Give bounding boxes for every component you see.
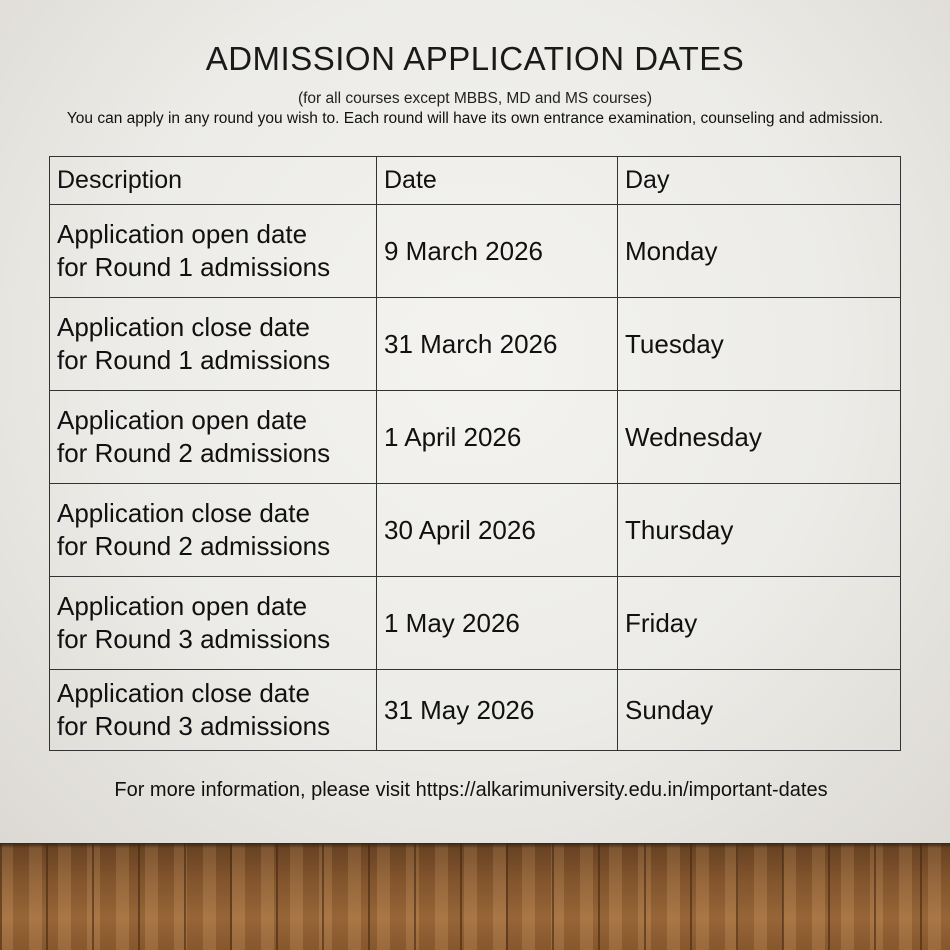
date-cell: 1 April 2026 [377,391,618,484]
floor-shadow-edge [0,843,950,848]
table-row [50,670,901,751]
description-line: Application close date [57,678,310,708]
table-row [50,298,901,391]
date-cell: 31 May 2026 [377,670,618,751]
day-cell: Friday [618,577,901,670]
day-cell: Wednesday [618,391,901,484]
description-line: Application open date [57,591,308,621]
date-cell: 9 March 2026 [377,205,618,298]
page-title: ADMISSION APPLICATION DATES [205,40,745,77]
description-line: for Round 3 admissions [57,711,331,741]
description-cell [50,298,377,391]
description-cell [50,484,377,577]
description-line: Application close date [57,498,310,528]
date-cell: 31 March 2026 [377,298,618,391]
admission-dates-table [49,156,901,751]
description-line: for Round 2 admissions [57,531,331,561]
description-line: for Round 1 admissions [57,252,331,282]
table-row [50,577,901,670]
description-cell [50,391,377,484]
day-cell: Sunday [618,670,901,751]
more-info-text: For more information, please visit https://alkarimuniversity.edu.in/important-dates [114,779,828,801]
description-line: for Round 2 admissions [57,438,331,468]
wood-floor-decoration [0,843,950,950]
round-note: You can apply in any round you wish to. Each round will have its own entrance examination, counseling and admission. [66,110,884,127]
page-subtitle: (for all courses except MBBS, MD and MS courses) [297,90,653,107]
day-cell: Tuesday [618,298,901,391]
date-cell: 30 April 2026 [377,484,618,577]
day-cell: Monday [618,205,901,298]
description-cell [50,205,377,298]
description-line: Application open date [57,219,308,249]
day-cell: Thursday [618,484,901,577]
description-cell [50,670,377,751]
column-header-day: Day [618,157,901,205]
table-row [50,205,901,298]
description-line: Application open date [57,405,308,435]
description-line: Application close date [57,312,310,342]
column-header-date: Date [377,157,618,205]
table-row [50,391,901,484]
column-header-description: Description [50,157,377,205]
date-cell: 1 May 2026 [377,577,618,670]
table-header-row [50,157,901,205]
description-line: for Round 1 admissions [57,345,331,375]
description-cell [50,577,377,670]
table-row [50,484,901,577]
description-line: for Round 3 admissions [57,624,331,654]
